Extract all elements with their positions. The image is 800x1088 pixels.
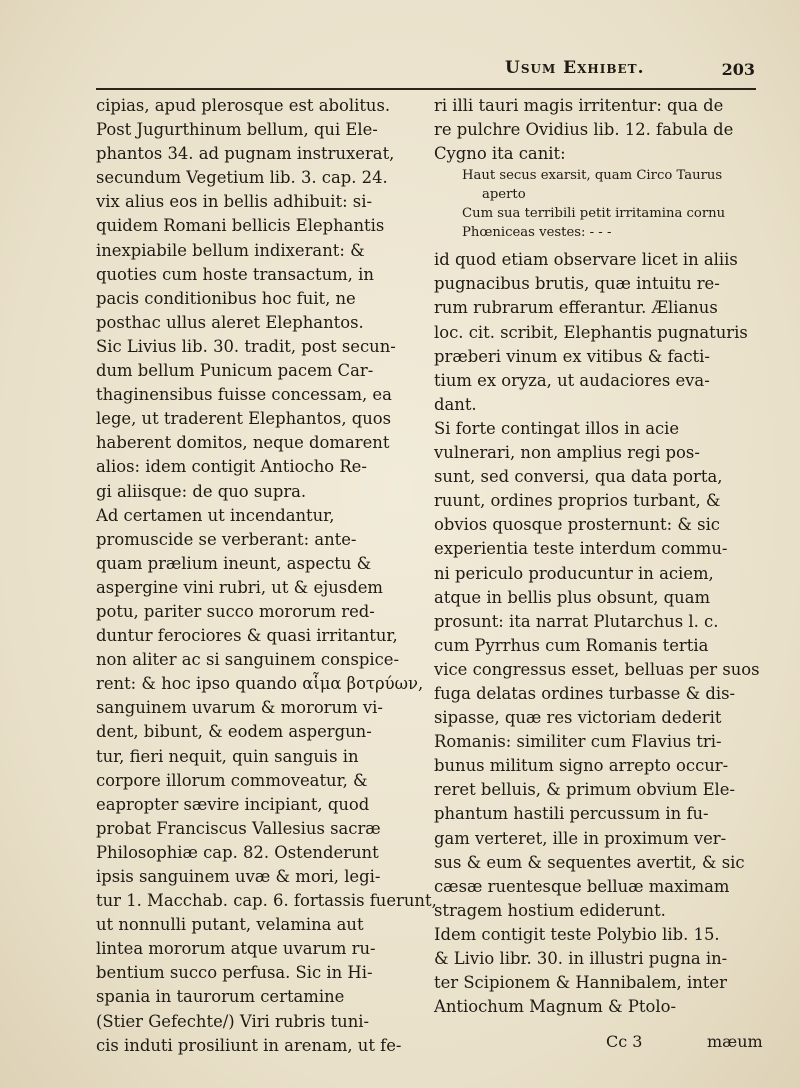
text-line: ipsis sanguinem uvæ & mori, legi- [96, 867, 381, 886]
text-line: lege, ut traderent Elephantos, quos [96, 409, 392, 429]
text-line: inexpiabile bellum indixerant: & [96, 240, 365, 260]
text-line: ni periculo producuntur in aciem, [434, 563, 714, 583]
text-line: vulnerari, non amplius regi pos- [434, 443, 700, 463]
text-line: cipias, apud plerosque est abolitus. [96, 96, 391, 115]
text-line: tium ex oryza, ut audaciores eva- [434, 370, 710, 390]
text-line: Ad certamen ut incendantur, [96, 505, 335, 525]
text-line: cæsæ ruentesque belluæ maximam [434, 876, 730, 896]
text-line: fuga delatas ordines turbasse & dis- [434, 683, 736, 703]
text-line: bunus militum signo arrepto occur- [434, 756, 729, 776]
page-header [95, 58, 755, 88]
signature-mark: Cc 3 [606, 1032, 643, 1051]
text-line: alios: idem contigit Antiocho Re- [96, 457, 367, 477]
text-line: duntur ferociores & quasi irritantur, [96, 626, 398, 646]
right-column-top-text [434, 94, 764, 166]
text-line: ruunt, ordines proprios turbant, & [434, 491, 721, 511]
text-line: Cygno ita canit: [434, 144, 566, 164]
text-line: tur, fieri nequit, quin sanguis in [96, 746, 359, 766]
text-line: Sic Livius lib. 30. tradit, post secun- [96, 336, 396, 356]
quote-line: aperto [482, 187, 526, 203]
text-line: Post Jugurthinum bellum, qui Ele- [96, 120, 378, 140]
text-line: Idem contigit teste Polybio lib. 15. [434, 924, 720, 944]
page-number: 203 [721, 60, 755, 79]
text-line: vix alius eos in bellis adhibuit: si- [96, 192, 372, 212]
text-line: dant. [434, 394, 477, 414]
text-line: sipasse, quæ res victoriam dederit [434, 708, 722, 728]
quote-line: Cum sua terribili petit irritamina cornu [462, 206, 726, 222]
text-line: sunt, sed conversi, qua data porta, [434, 467, 723, 487]
text-line: pacis conditionibus hoc fuit, ne [96, 288, 356, 308]
text-line: gi aliisque: de quo supra. [96, 481, 307, 501]
text-line: phantos 34. ad pugnam instruxerat, [96, 144, 395, 164]
text-line: haberent domitos, neque domarent [96, 433, 390, 453]
text-line: Philosophiæ cap. 82. Ostenderunt [96, 842, 379, 862]
text-line: reret belluis, & primum obvium Ele- [434, 780, 736, 800]
text-line: ut nonnulli putant, velamina aut [96, 915, 364, 935]
text-line: stragem hostium ediderunt. [434, 900, 666, 920]
text-line: pugnacibus brutis, quæ intuitu re- [434, 274, 720, 294]
text-line: prosunt: ita narrat Plutarchus l. c. [434, 611, 719, 631]
left-column [96, 94, 437, 1058]
text-line: phantum hastili percussum in fu- [434, 804, 709, 824]
text-line: potu, pariter succo mororum red- [96, 601, 375, 621]
text-line: obvios quosque prosternunt: & sic [434, 515, 720, 535]
text-line: sanguinem uvarum & mororum vi- [96, 698, 383, 718]
text-line: vice congressus esset, belluas per suos [434, 659, 760, 679]
text-line: Si forte contingat illos in acie [434, 418, 680, 438]
text-line: non aliter ac si sanguinem conspice- [96, 650, 400, 670]
text-line: posthac ullus aleret Elephantos. [96, 312, 364, 332]
ovid-quotation [434, 166, 764, 242]
quote-line: Haut secus exarsit, quam Circo Taurus [462, 168, 723, 184]
text-line: promuscide se verberant: ante- [96, 529, 357, 549]
text-line: & Livio libr. 30. in illustri pugna in- [434, 949, 728, 968]
right-column-bottom-text [434, 248, 764, 1019]
text-line: re pulchre Ovidius lib. 12. fabula de [434, 120, 734, 140]
text-line: tur 1. Macchab. cap. 6. fortassis fuerunt, [96, 891, 437, 911]
quote-line: Phœniceas vestes: - - - [462, 225, 612, 241]
text-line: aspergine vini rubri, ut & ejusdem [96, 577, 383, 597]
text-line: dum bellum Punicum pacem Car- [96, 361, 374, 381]
text-line: bentium succo perfusa. Sic in Hi- [96, 963, 373, 983]
text-line: Romanis: similiter cum Flavius tri- [434, 732, 722, 752]
text-line: rent: & hoc ipso quando αἷμα βοτρύων, [96, 674, 424, 694]
text-line: thaginensibus fuisse concessam, ea [96, 385, 392, 405]
right-column [434, 94, 764, 1019]
text-line: spania in taurorum certamine [96, 987, 345, 1007]
text-line: experientia teste interdum commu- [434, 539, 728, 559]
text-line: ri illi tauri magis irritentur: qua de [434, 96, 724, 115]
text-line: sus & eum & sequentes avertit, & sic [434, 852, 745, 872]
text-line: cum Pyrrhus cum Romanis tertia [434, 635, 709, 655]
text-line: eapropter sævire incipiant, quod [96, 794, 370, 814]
text-line: dent, bibunt, & eodem aspergun- [96, 722, 372, 742]
text-line: Antiochum Magnum & Ptolo- [434, 997, 676, 1017]
text-line: loc. cit. scribit, Elephantis pugnaturis [434, 322, 748, 342]
text-line: quam prælium ineunt, aspectu & [96, 553, 372, 573]
text-line: atque in bellis plus obsunt, quam [434, 587, 711, 607]
text-line: quoties cum hoste transactum, in [96, 264, 374, 284]
text-line: secundum Vegetium lib. 3. cap. 24. [96, 168, 388, 188]
text-line: ter Scipionem & Hannibalem, inter [434, 973, 727, 993]
text-line: probat Franciscus Vallesius sacræ [96, 818, 381, 838]
text-line: (Stier Gefechte/) Viri rubris tuni- [96, 1011, 370, 1031]
catchword: mæum [707, 1032, 763, 1051]
text-line: gam verteret, ille in proximum ver- [434, 828, 727, 848]
text-line: lintea mororum atque uvarum ru- [96, 939, 376, 959]
header-rule [96, 88, 756, 90]
text-line: id quod etiam observare licet in aliis [434, 250, 738, 270]
text-line: corpore illorum commoveatur, & [96, 770, 368, 790]
text-line: cis induti prosiliunt in arenam, ut fe- [96, 1035, 402, 1055]
text-line: rum rubrarum efferantur. Ælianus [434, 298, 718, 318]
text-line: præberi vinum ex vitibus & facti- [434, 346, 710, 366]
text-line: quidem Romani bellicis Elephantis [96, 216, 385, 236]
running-head: Usum Exhibet. [505, 58, 645, 78]
